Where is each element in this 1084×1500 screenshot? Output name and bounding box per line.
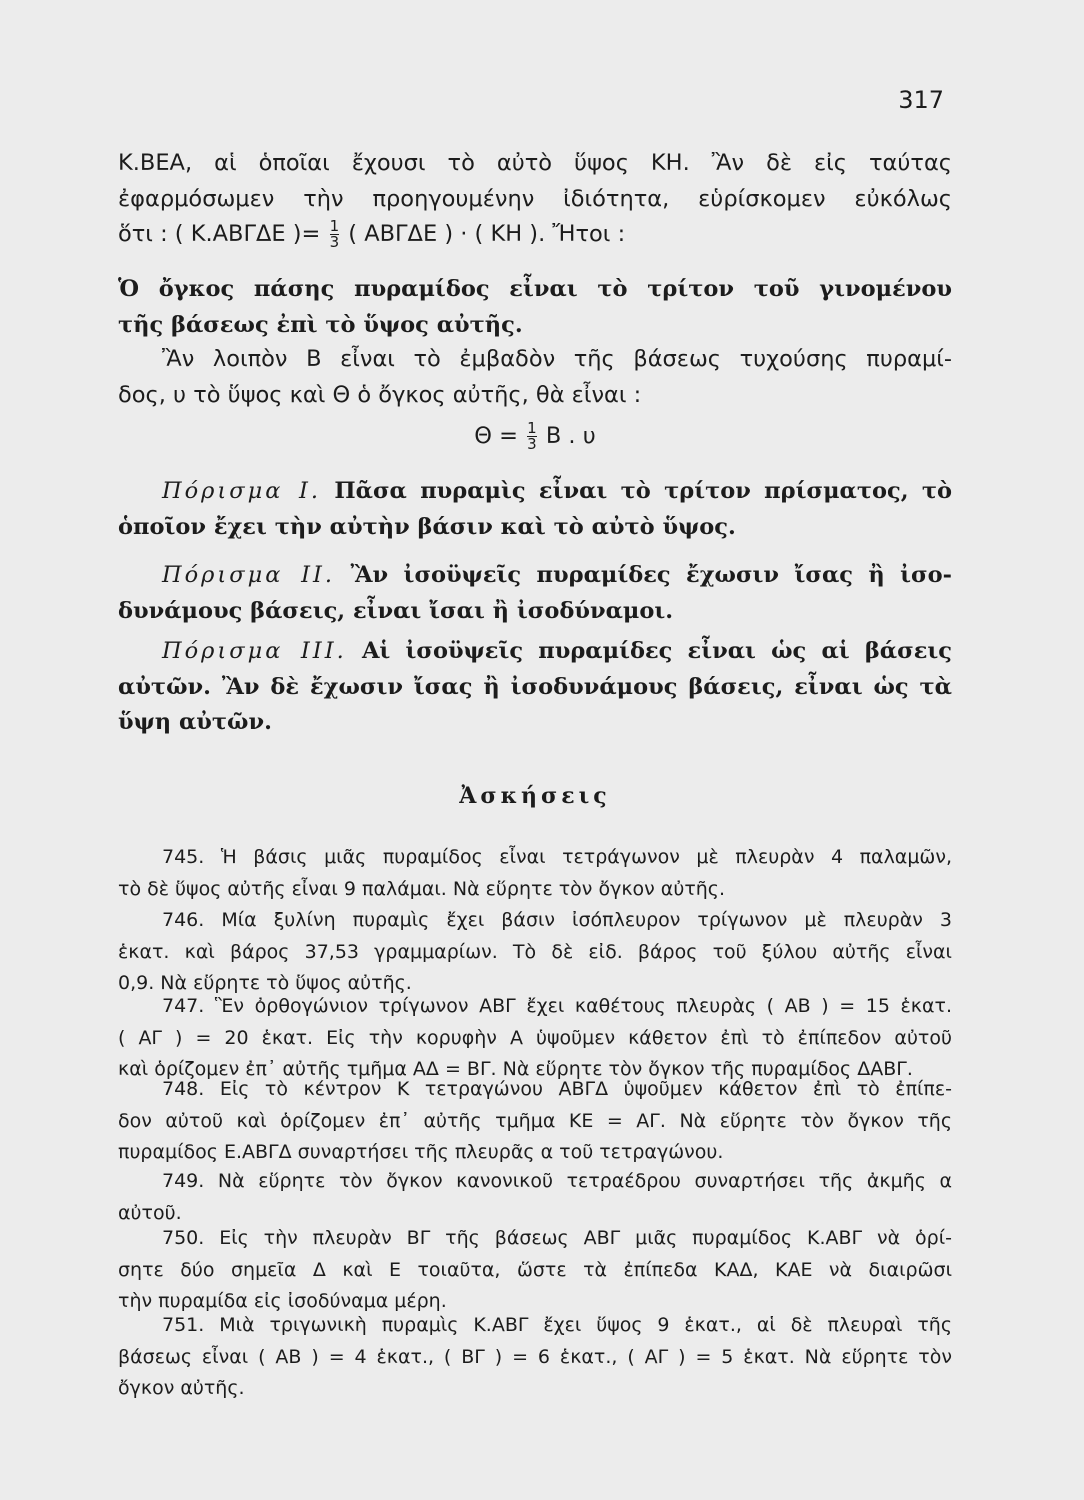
numerator: 1 <box>527 419 537 437</box>
exercise-line: 748. Εἰς τὸ κέντρον Κ τετραγώνου ΑΒΓΔ ὑψοῦμεν κάθετον ἐπὶ τὸ ἐπίπε- <box>162 1078 952 1100</box>
porisma-label: Πόρισμα I. <box>162 478 322 504</box>
denominator: 3 <box>329 233 340 251</box>
fraction <box>527 421 537 452</box>
porisma-line <box>118 474 952 510</box>
porisma-text: Ἂν ἰσοϋψεῖς πυραμίδες ἔχωσιν ἴσας ἢ ἰσο- <box>350 562 952 588</box>
text-line: δος, υ τὸ ὕψος καὶ Θ ὁ ὄγκος αὐτῆς, θὰ εἶναι : <box>118 381 642 408</box>
porisma-text: Πᾶσα πυραμὶς εἶναι τὸ τρίτον πρίσματος, τὸ <box>334 478 952 504</box>
porisma-2 <box>118 558 952 629</box>
exercise-line: πυραμίδος Ε.ΑΒΓΔ συναρτήσει τῆς πλευρᾶς α τοῦ τετραγώνου. <box>118 1141 724 1163</box>
porisma-line <box>118 634 952 670</box>
fraction <box>330 219 340 250</box>
porisma-line: ὕψη αὐτῶν. <box>118 709 272 735</box>
exercise-line: 745. Ἡ βάσις μιᾶς πυραμίδος εἶναι τετράγωνον μὲ πλευρὰν 4 παλαμῶν, <box>162 846 952 868</box>
exercises-heading: Ἀσκήσεις <box>459 783 611 809</box>
exercise-line: αὐτοῦ. <box>118 1201 182 1224</box>
exercise-746 <box>118 905 952 1000</box>
exercise-line: καὶ ὁρίζομεν ἐπ᾽ αὐτῆς τμῆμα ΑΔ = ΒΓ. Νὰ εὕρητε τὸν ὄγκον τῆς πυραμίδος ΔΑΒΓ. <box>118 1058 913 1080</box>
text-line: Κ.ΒΕΑ, αἱ ὁποῖαι ἔχουσι τὸ αὐτὸ ὕψος ΚΗ. Ἂν δὲ εἰς ταύτας <box>118 150 952 176</box>
exercise-748 <box>118 1074 952 1169</box>
exercise-line: δον αὐτοῦ καὶ ὁρίζομεν ἐπ᾽ αὐτῆς τμῆμα ΚΕ = ΑΓ. Νὰ εὕρητε τὸν ὄγκον τῆς <box>118 1109 952 1132</box>
text-line: ἐφαρμόσωμεν τὴν προηγουμένην ἰδιότητα, εὑρίσκομεν εὐκόλως <box>118 185 952 212</box>
exercise-line: βάσεως εἶναι ( ΑΒ ) = 4 ἑκατ., ( ΒΓ ) = 6 ἑκατ., ( ΑΓ ) = 5 ἑκατ. Νὰ εὕρητε τὸν <box>118 1345 952 1368</box>
exercise-line: ὄγκον αὐτῆς. <box>118 1377 245 1399</box>
exercise-line: σητε δύο σημεῖα Δ καὶ Ε τοιαῦτα, ὥστε τὰ ἐπίπεδα ΚΑΔ, ΚΑΕ νὰ διαιρῶσι <box>118 1258 952 1281</box>
porisma-line: αὐτῶν. Ἂν δὲ ἔχωσιν ἴσας ἢ ἰσοδυνάμους βάσεις, εἶναι ὡς τὰ <box>118 673 952 700</box>
exercise-750 <box>118 1223 952 1318</box>
exercise-line: 749. Νὰ εὕρητε τὸν ὄγκον κανονικοῦ τετραέδρου συναρτήσει τῆς ἀκμῆς α <box>162 1170 952 1192</box>
exercise-line: 746. Μία ξυλίνη πυραμὶς ἔχει βάσιν ἰσόπλευρον τρίγωνον μὲ πλευρὰν 3 <box>162 909 952 931</box>
text-line-with-fraction <box>118 217 952 253</box>
porisma-label: Πόρισμα II. <box>162 562 336 588</box>
exercise-line: 747. Ἓν ὀρθογώνιον τρίγωνον ΑΒΓ ἔχει καθέτους πλευρὰς ( ΑΒ ) = 15 ἑκατ. <box>162 995 952 1017</box>
text-line: Ἂν λοιπὸν Β εἶναι τὸ ἐμβαδὸν τῆς βάσεως τυχούσης πυραμί- <box>162 346 952 372</box>
exercise-line: 0,9. Νὰ εὕρητε τὸ ὕψος αὐτῆς. <box>118 972 412 994</box>
porisma-line: δυνάμους βάσεις, εἶναι ἴσαι ἢ ἰσοδύναμοι. <box>118 597 674 624</box>
exercise-line: ἑκατ. καὶ βάρος 37,53 γραμμαρίων. Τὸ δὲ εἰδ. βάρος τοῦ ξύλου αὐτῆς εἶναι <box>118 940 952 963</box>
formula-right: ( ΑΒΓΔΕ ) · ( ΚΗ ). Ἤτοι : <box>348 221 626 247</box>
porisma-line: ὁποῖον ἔχει τὴν αὐτὴν βάσιν καὶ τὸ αὐτὸ ὕψος. <box>118 513 736 540</box>
exercise-line: τὸ δὲ ὕψος αὐτῆς εἶναι 9 παλάμαι. Νὰ εὕρητε τὸν ὄγκον αὐτῆς. <box>118 877 725 900</box>
exercise-line: ( ΑΓ ) = 20 ἑκατ. Εἰς τὴν κορυφὴν Α ὑψοῦμεν κάθετον ἐπὶ τὸ ἐπίπεδον αὐτοῦ <box>118 1026 952 1049</box>
exercise-747 <box>118 991 952 1086</box>
volume-formula <box>118 416 952 456</box>
porisma-1 <box>118 474 952 545</box>
formula-left: Θ = <box>474 423 518 449</box>
theorem-statement <box>118 272 952 343</box>
exercise-line: 751. Μιὰ τριγωνικὴ πυραμὶς Κ.ΑΒΓ ἔχει ὕψος 9 ἑκατ., αἱ δὲ πλευραὶ τῆς <box>162 1314 952 1336</box>
porisma-label: Πόρισμα III. <box>162 638 347 664</box>
porisma-line <box>118 558 952 594</box>
exercise-line: 750. Εἰς τὴν πλευρὰν ΒΓ τῆς βάσεως ΑΒΓ μιᾶς πυραμίδος Κ.ΑΒΓ νὰ ὁρί- <box>162 1227 952 1249</box>
exercise-745 <box>118 842 952 905</box>
numerator: 1 <box>329 217 340 235</box>
paragraph-volume <box>118 342 952 413</box>
formula-left: ὅτι : ( Κ.ΑΒΓΔΕ )= <box>118 221 321 247</box>
exercise-749 <box>118 1166 952 1229</box>
porisma-3 <box>118 634 952 741</box>
denominator: 3 <box>527 435 537 453</box>
page-number: 317 <box>898 86 944 114</box>
exercise-751 <box>118 1310 952 1405</box>
formula-right: Β . υ <box>545 423 596 449</box>
theorem-line: Ὁ ὄγκος πάσης πυραμίδος εἶναι τὸ τρίτον τοῦ γινομένου <box>118 276 952 302</box>
exercise-line: τὴν πυραμίδα εἰς ἰσοδύναμα μέρη. <box>118 1290 447 1312</box>
theorem-line: τῆς βάσεως ἐπὶ τὸ ὕψος αὐτῆς. <box>118 311 523 338</box>
intro-paragraph <box>118 146 952 253</box>
porisma-text: Αἱ ἰσοϋψεῖς πυραμίδες εἶναι ὡς αἱ βάσεις <box>361 638 952 664</box>
